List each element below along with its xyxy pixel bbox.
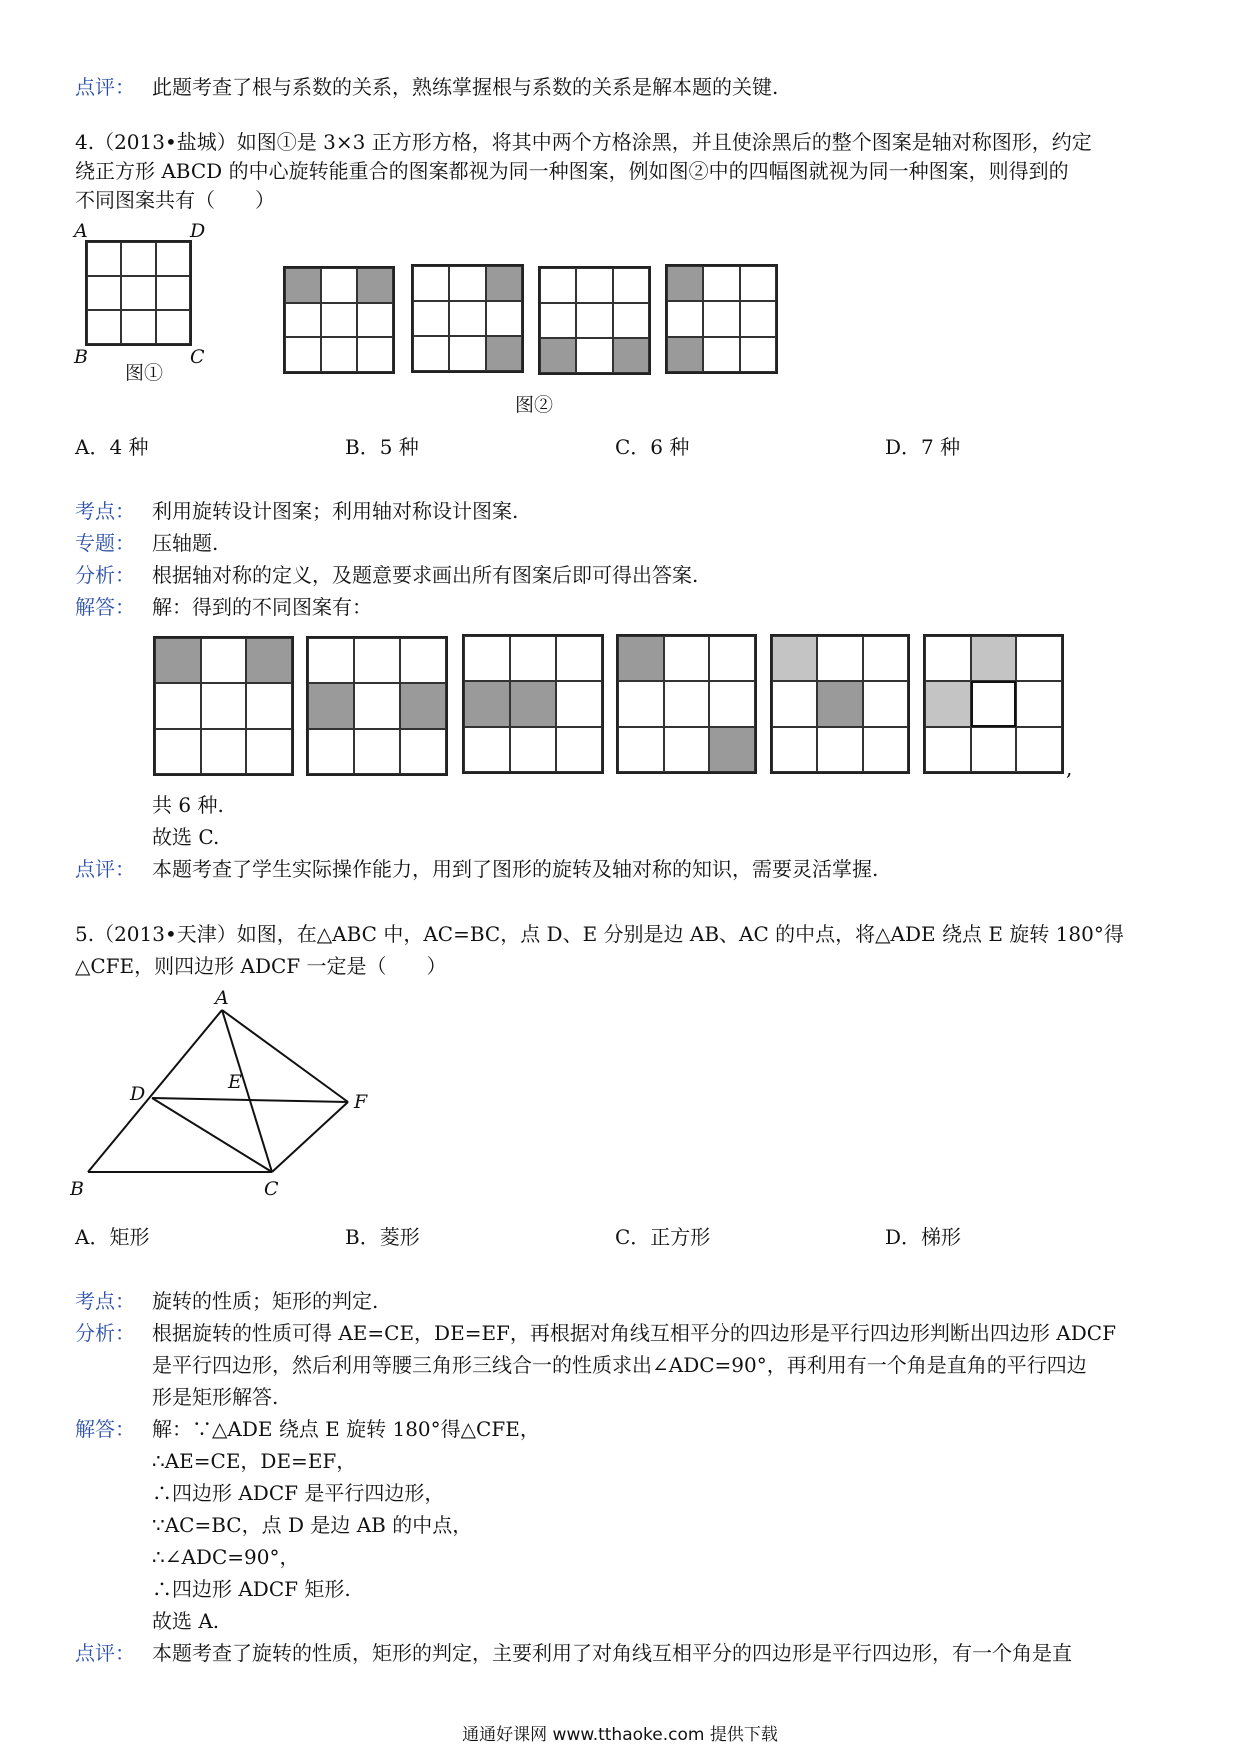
edge-ab — [88, 1010, 222, 1172]
kaodian-text: 旋转的性质；矩形的判定. — [152, 1289, 379, 1313]
kaodian-label: 考点： — [75, 1289, 135, 1313]
fig1-label-a: A — [74, 220, 88, 242]
jieda-line-1: 解：∵△ADE 绕点 E 旋转 180°得△CFE， — [152, 1417, 540, 1441]
answer-grid-6 — [923, 634, 1064, 774]
answer-grid-4 — [616, 634, 757, 774]
edge-fc — [272, 1102, 348, 1172]
q5-option-b: B．菱形 — [345, 1225, 420, 1249]
answer-grid-2 — [306, 636, 448, 776]
q5-dianping — [75, 1638, 1072, 1668]
q4-zhuanti — [75, 528, 218, 558]
q5-jieda — [75, 1414, 540, 1444]
q4-option-d: D．7 种 — [885, 435, 961, 459]
answer-grid-1 — [153, 636, 294, 776]
zhuanti-label: 专题： — [75, 531, 135, 555]
jieda-text: 解：得到的不同图案有： — [152, 595, 372, 619]
review-text: 此题考查了根与系数的关系，熟练掌握根与系数的关系是解本题的关键. — [152, 75, 779, 99]
page-footer: 通通好课网 www.tthaoke.com 提供下载 — [462, 1725, 778, 1745]
q4-line2: 绕正方形 ABCD 的中心旋转能重合的图案都视为同一种图案，例如图②中的四幅图就视为同一种图案，则得到的 — [75, 159, 1069, 183]
q5-fenxi — [75, 1318, 1116, 1348]
jieda-line-5: ∴∠ADC=90°， — [152, 1545, 300, 1569]
fenxi-label: 分析： — [75, 1321, 135, 1345]
q4-option-c: C．6 种 — [615, 435, 690, 459]
q4-total: 共 6 种. — [152, 793, 224, 817]
dianping-label: 点评： — [75, 857, 135, 881]
q4-dianping — [75, 854, 878, 884]
q4-option-a: A．4 种 — [75, 435, 149, 459]
answer-grid-5 — [770, 634, 910, 774]
q4-line3: 不同图案共有（ ） — [75, 188, 275, 212]
jieda-line-4: ∵AC=BC，点 D 是边 AB 的中点， — [152, 1513, 473, 1537]
jieda-label: 解答： — [75, 595, 135, 619]
dianping-label: 点评： — [75, 1641, 135, 1665]
q5-line2: △CFE，则四边形 ADCF 一定是（ ） — [75, 954, 447, 978]
kaodian-label: 考点： — [75, 499, 135, 523]
fenxi-text: 根据轴对称的定义，及题意要求画出所有图案后即可得出答案. — [152, 563, 699, 587]
q4-choose: 故选 C. — [152, 825, 220, 849]
jieda-line-7: 故选 A. — [152, 1609, 220, 1633]
point-e-label: E — [228, 1071, 242, 1093]
q5-option-c: C．正方形 — [615, 1225, 711, 1249]
dianping-text: 本题考查了旋转的性质，矩形的判定，主要利用了对角线互相平分的四边形是平行四边形，有一个角是直 — [152, 1641, 1072, 1665]
fenxi-label: 分析： — [75, 563, 135, 587]
q4-kaodian — [75, 496, 518, 526]
dianping-text: 本题考查了学生实际操作能力，用到了图形的旋转及轴对称的知识，需要灵活掌握. — [152, 857, 879, 881]
fig2-grid-4 — [665, 264, 778, 374]
q5-option-a: A．矩形 — [75, 1225, 150, 1249]
q5-kaodian — [75, 1286, 378, 1316]
fig2-grid-3 — [538, 266, 651, 375]
fenxi-line-3: 形是矩形解答. — [152, 1385, 279, 1409]
fenxi-line-1: 根据旋转的性质可得 AE=CE，DE=EF，再根据对角线互相平分的四边形是平行四边形判断出四边形 ADCF — [152, 1321, 1116, 1345]
fig1-label-b: B — [74, 346, 88, 368]
point-b-label: B — [70, 1178, 84, 1200]
q4-jieda — [75, 592, 372, 622]
geometry-figure — [70, 990, 390, 1210]
jieda-line-6: ∴四边形 ADCF 矩形. — [152, 1577, 351, 1601]
zhuanti-text: 压轴题. — [152, 531, 219, 555]
jieda-label: 解答： — [75, 1417, 135, 1441]
fig2-grid-2 — [411, 264, 524, 373]
jieda-line-2: ∴AE=CE，DE=EF， — [152, 1449, 357, 1473]
q4-line1: 4.（2013•盐城）如图①是 3×3 正方形方格，将其中两个方格涂黑，并且使涂黑后的整个图案是轴对称图形，约定 — [75, 130, 1092, 154]
edge-dc — [152, 1098, 272, 1172]
fig2-grid-1 — [283, 266, 395, 374]
fig1-caption: 图① — [125, 362, 164, 384]
kaodian-text: 利用旋转设计图案；利用轴对称设计图案. — [152, 499, 519, 523]
prev-review — [75, 72, 778, 102]
q4-fenxi — [75, 560, 698, 590]
point-d-label: D — [130, 1083, 146, 1105]
fig1-label-d: D — [190, 220, 206, 242]
review-label: 点评： — [75, 75, 135, 99]
fig1-grid — [85, 240, 192, 346]
point-c-label: C — [264, 1178, 279, 1200]
fig1-label-c: C — [190, 346, 205, 368]
point-a-label: A — [215, 990, 229, 1009]
fenxi-line-2: 是平行四边形，然后利用等腰三角形三线合一的性质求出∠ADC=90°，再利用有一个角是直角的平行四边 — [152, 1353, 1087, 1377]
q4-option-b: B．5 种 — [345, 435, 419, 459]
point-f-label: F — [354, 1091, 368, 1113]
q5-line1: 5.（2013•天津）如图，在△ABC 中，AC=BC，点 D、E 分别是边 AB、AC 的中点，将△ADE 绕点 E 旋转 180°得 — [75, 922, 1124, 946]
fig2-caption: 图② — [515, 394, 554, 416]
q5-option-d: D．梯形 — [885, 1225, 962, 1249]
jieda-line-3: ∴四边形 ADCF 是平行四边形， — [152, 1481, 445, 1505]
answer-grid-3 — [462, 634, 604, 774]
answer-comma: , — [1066, 756, 1073, 780]
